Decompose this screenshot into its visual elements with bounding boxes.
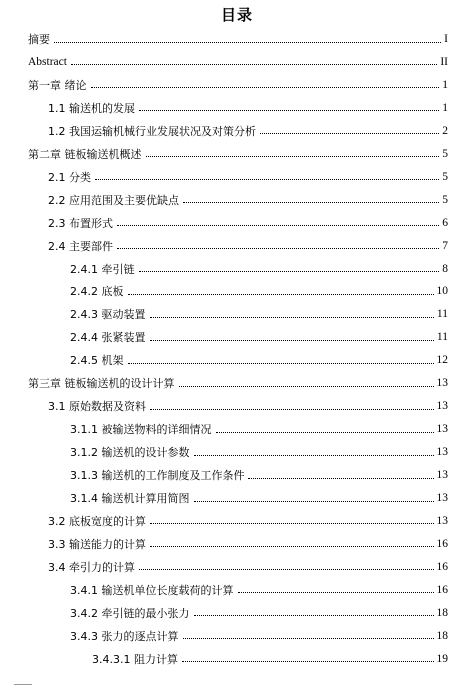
toc-entry-page-number: 7 xyxy=(442,239,448,252)
toc-entry-label: 1.1 输送机的发展 xyxy=(48,101,135,115)
toc-entry-page-number: 10 xyxy=(436,285,448,298)
dot-leader xyxy=(260,133,439,134)
dot-leader xyxy=(150,546,434,547)
toc-entry-page-number: 11 xyxy=(436,308,448,321)
toc-entry-page-number: 8 xyxy=(442,262,448,275)
toc-entry-label: 3.1 原始数据及资料 xyxy=(48,400,146,414)
toc-entry[interactable] xyxy=(28,51,448,73)
toc-entry-label: 3.1.1 被输送物料的详细情况 xyxy=(70,423,212,437)
toc-entry[interactable] xyxy=(48,395,448,417)
toc-entry-page-number: 12 xyxy=(436,354,448,367)
toc-entry-label: 摘要 xyxy=(28,33,50,46)
toc-entry[interactable] xyxy=(70,625,448,647)
toc-entry[interactable] xyxy=(48,97,448,119)
toc-entry[interactable] xyxy=(70,326,448,348)
dot-leader xyxy=(194,501,434,502)
toc-entry-page-number: 2 xyxy=(442,124,448,137)
toc-entry-page-number: 13 xyxy=(436,469,448,482)
toc-entry-page-number: 13 xyxy=(436,423,448,436)
toc-entry-label: 2.2 应用范围及主要优缺点 xyxy=(48,193,179,207)
toc-entry[interactable] xyxy=(48,235,448,257)
toc-entry-label: 3.3 输送能力的计算 xyxy=(48,537,146,551)
toc-entry-page-number: 16 xyxy=(436,560,448,573)
toc-entry-page-number: 13 xyxy=(436,446,448,459)
toc-entry-label: 2.1 分类 xyxy=(48,170,91,184)
dot-leader xyxy=(91,87,440,88)
dot-leader xyxy=(182,661,434,662)
toc-entry-page-number: II xyxy=(440,55,448,68)
toc-entry-label: 3.1.3 输送机的工作制度及工作条件 xyxy=(70,469,245,483)
toc-entry-label: 3.2 底板宽度的计算 xyxy=(48,514,146,528)
toc-entry-label: 2.3 布置形式 xyxy=(48,216,113,230)
dot-leader xyxy=(139,569,434,570)
toc-entry[interactable] xyxy=(28,372,448,394)
toc-entry[interactable] xyxy=(70,418,448,440)
toc-entry[interactable] xyxy=(70,464,448,486)
dot-leader xyxy=(194,615,434,616)
toc-entry[interactable] xyxy=(48,120,448,142)
toc-entry[interactable] xyxy=(70,441,448,463)
toc-entry[interactable] xyxy=(28,28,448,50)
dot-leader xyxy=(238,592,434,593)
toc-entry-label: 3.1.2 输送机的设计参数 xyxy=(70,446,190,460)
dot-leader xyxy=(248,478,433,479)
toc-entry-page-number: 16 xyxy=(436,537,448,550)
dot-leader xyxy=(179,386,434,387)
toc-entry-label: 3.4.3.1 阻力计算 xyxy=(92,652,178,666)
dot-leader xyxy=(95,179,439,180)
toc-entry-page-number: 11 xyxy=(436,331,448,344)
toc-entry-page-number: 18 xyxy=(436,629,448,642)
toc-entry-page-number: I xyxy=(444,33,448,45)
toc-entry-page-number: 18 xyxy=(436,606,448,619)
toc-entry[interactable] xyxy=(70,602,448,624)
dot-leader xyxy=(194,455,434,456)
toc-entry-label: 2.4.3 驱动装置 xyxy=(70,308,146,322)
dot-leader xyxy=(146,156,440,157)
toc-entry-label: 3.1.4 输送机计算用简图 xyxy=(70,492,190,505)
dot-leader xyxy=(150,409,434,410)
toc-entry[interactable] xyxy=(92,648,448,670)
toc-entry-page-number: 5 xyxy=(442,170,448,183)
toc-entry-label: 2.4.4 张紧装置 xyxy=(70,331,146,345)
toc-entry-page-number: 19 xyxy=(436,652,448,665)
toc-entry-label: 1.2 我国运输机械行业发展状况及对策分析 xyxy=(48,124,256,138)
toc-entry[interactable] xyxy=(28,143,448,165)
toc-entry-label: 第二章 链板输送机概述 xyxy=(28,147,142,161)
dot-leader xyxy=(128,294,434,295)
toc-entry-label: 2.4.2 底板 xyxy=(70,285,124,299)
toc-entry-label: 第一章 绪论 xyxy=(28,78,87,92)
dot-leader xyxy=(117,248,439,249)
toc-entry[interactable] xyxy=(48,166,448,188)
dot-leader xyxy=(183,202,439,203)
toc-entry-label: 3.4.2 牵引链的最小张力 xyxy=(70,606,190,620)
toc-entry-page-number: 13 xyxy=(436,400,448,413)
toc-entry[interactable] xyxy=(48,533,448,555)
toc-entry-page-number: 13 xyxy=(436,514,448,527)
toc-entry[interactable] xyxy=(70,579,448,601)
toc-entry[interactable] xyxy=(48,212,448,234)
toc-entry-label: 第三章 链板输送机的设计计算 xyxy=(28,377,175,391)
toc-entry-label: 3.4 牵引力的计算 xyxy=(48,560,135,574)
toc-entry[interactable] xyxy=(70,280,448,302)
toc-entry[interactable] xyxy=(48,189,448,211)
toc-entry-page-number: 5 xyxy=(442,193,448,206)
toc-entry-page-number: 6 xyxy=(442,216,448,229)
toc-entry-page-number: 13 xyxy=(436,377,448,390)
toc-entry[interactable] xyxy=(70,487,448,509)
toc-entry[interactable] xyxy=(70,349,448,371)
dot-leader xyxy=(128,363,434,364)
toc-entry[interactable] xyxy=(48,510,448,532)
toc-entry[interactable] xyxy=(48,556,448,578)
toc-entry-label: 3.4.1 输送机单位长度载荷的计算 xyxy=(70,583,234,597)
dot-leader xyxy=(150,317,434,318)
dot-leader xyxy=(54,42,441,43)
dot-leader xyxy=(150,340,434,341)
toc-entry[interactable] xyxy=(70,303,448,325)
toc-entry-page-number: 16 xyxy=(436,583,448,596)
dot-leader xyxy=(117,225,439,226)
dot-leader xyxy=(216,432,434,433)
dot-leader xyxy=(71,64,437,65)
toc-entry-page-number: 5 xyxy=(442,147,448,160)
dot-leader xyxy=(150,523,434,524)
toc-entry-page-number: 13 xyxy=(436,492,448,504)
toc-entry-page-number: 1 xyxy=(442,101,448,114)
toc-entry-label: 2.4 主要部件 xyxy=(48,239,113,253)
toc-entry[interactable] xyxy=(70,258,448,280)
toc-entry-label: 3.4.3 张力的逐点计算 xyxy=(70,629,179,643)
dot-leader xyxy=(139,110,439,111)
toc-title: 目录 xyxy=(220,6,253,24)
toc-entry-label: 2.4.5 机架 xyxy=(70,354,124,368)
footer-rule xyxy=(14,684,32,685)
toc-entry-label: Abstract xyxy=(28,55,67,68)
toc-entry[interactable] xyxy=(28,74,448,96)
dot-leader xyxy=(139,271,440,272)
toc-entry-label: 2.4.1 牵引链 xyxy=(70,262,135,276)
dot-leader xyxy=(183,638,434,639)
toc-entry-page-number: 1 xyxy=(442,78,448,91)
